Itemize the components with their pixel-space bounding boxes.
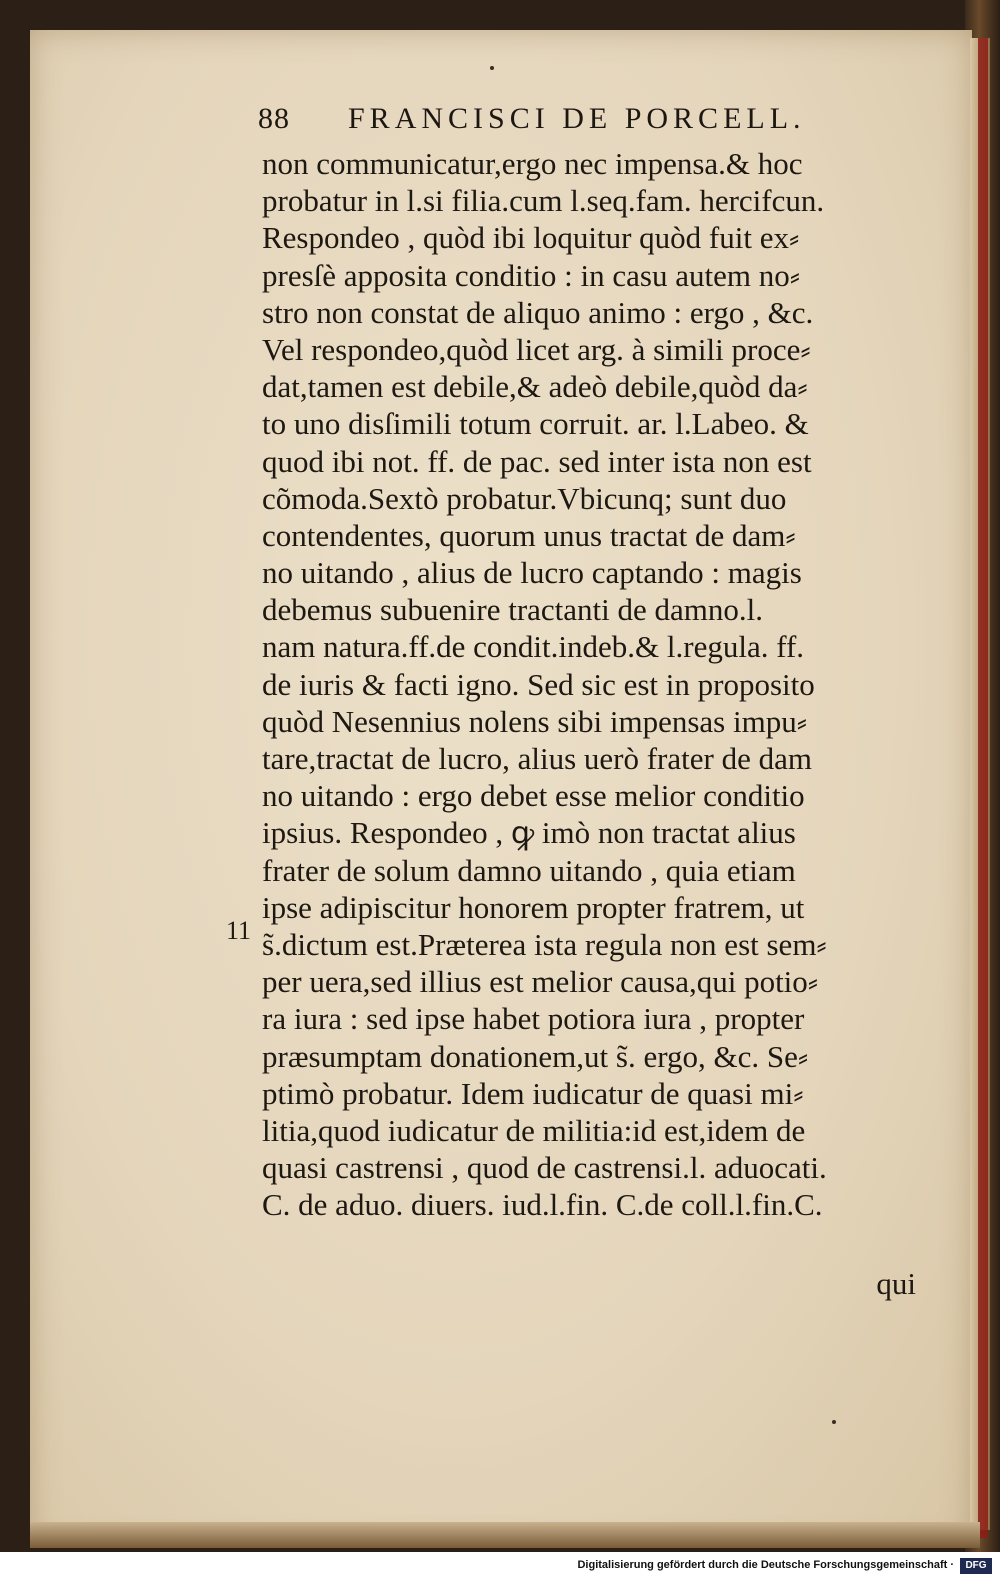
text-line: s̃.dictum est.Præterea ista regula non est sem⸗ [262,926,827,962]
dfg-logo: DFG [960,1558,992,1574]
margin-number: 11 [226,916,252,945]
text-line: quod ibi not. ff. de pac. sed inter ista non est [262,443,812,479]
text-line: no uitando , alius de lucro captando : magis [262,555,802,591]
footer-credit: Digitalisierung gefördert durch die Deutsche Forschungsgemeinschaft · [577,1559,954,1571]
text-line: presſè apposita conditio : in casu autem no⸗ [262,257,801,293]
text-line: ptimò probatur. Idem iudicatur de quasi mi⸗ [262,1075,804,1111]
page-header [258,102,878,146]
text-line: debemus subuenire tractanti de damno.l. [262,592,764,628]
text-line: litia,quod iudicatur de militia:id est,idem de [262,1112,806,1148]
page-bottom-shade [30,1522,980,1548]
text-line: cõmoda.Sextò probatur.Vbicunq; sunt duo [262,480,787,516]
text-line: Respondeo , quòd ibi loquitur quòd fuit ex⸗ [262,220,800,256]
folio-number: 88 [258,102,290,135]
speck [832,1420,836,1424]
catchword: qui [876,1266,916,1301]
text-line: frater de solum damno uitando , quia etiam [262,852,796,888]
digitization-footer [0,1552,1000,1582]
text-line: de iuris & facti igno. Sed sic est in proposito [262,666,815,702]
text-line: stro non constat de aliquo animo : ergo , &c. [262,294,814,330]
text-line: dat,tamen est debile,& adeò debile,quòd da⸗ [262,369,808,405]
text-line: ipse adipiscitur honorem propter fratrem, ut [262,889,805,925]
text-line: quòd Nesennius nolens sibi impensas impu⸗ [262,703,808,739]
text-line: no uitando : ergo debet esse melior conditio [262,778,805,814]
text-line: probatur in l.si filia.cum l.seq.fam. hercifcun. [262,183,825,219]
text-line: tare,tractat de lucro, alius uerò frater de dam [262,741,812,776]
red-edge-strip [978,38,988,1538]
text-line: to uno disſimili totum corruit. ar. l.Labeo. & [262,406,809,442]
text-line: contendentes, quorum unus tractat de dam⸗ [262,517,796,553]
text-line: non communicatur,ergo nec impensa.& hoc [262,146,803,181]
text-line: ipsius. Respondeo , ꝙ imò non tractat alius [262,815,796,851]
text-line: nam natura.ff.de condit.indeb.& l.regula. ff. [262,629,805,665]
text-line: ra iura : sed ipse habet potiora iura , propter [262,1001,805,1037]
text-line: Vel respondeo,quòd licet arg. à simili proce⸗ [262,331,811,367]
running-head: FRANCISCI DE PORCELL. [348,102,806,135]
body-text [262,145,922,1223]
text-line: quasi castrensi , quod de castrensi.l. aduocati. [262,1150,827,1186]
text-line: per uera,sed illius est melior causa,qui potio⸗ [262,964,819,1000]
text-line: præsumptam donationem,ut s̃. ergo, &c. Se⸗ [262,1038,809,1074]
speck [490,66,494,70]
text-line: C. de aduo. diuers. iud.l.fin. C.de coll.l.fin.C. [262,1187,823,1223]
